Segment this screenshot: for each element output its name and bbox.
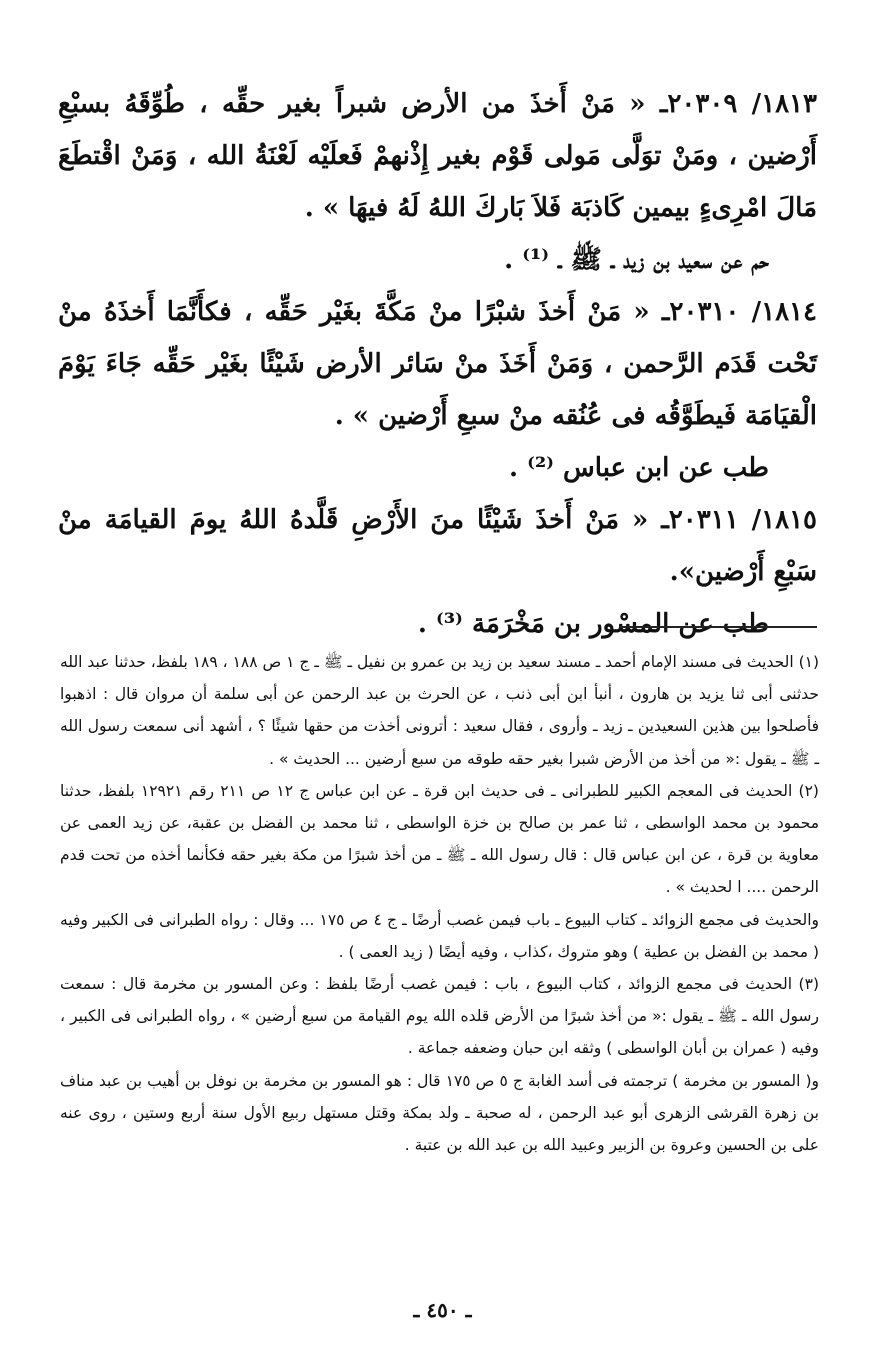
footnote: (٣) الحديث فى مجمع الزوائد ، كتاب البيوع ، باب : فيمن غصب أرضًا بلفظ : وعن المسور بن مخرمة قال : سمعت رسول الله ـ ﷺ ـ يقول :« من أخذ شبرًا من الأرض قلده الله يوم القيامة من سبع أرضين » ، رواه الطبرانى فى الكبير ، وفيه ( عمران بن أبان الواسطى ) وثقه ابن حبان وضعفه جماعة . [60,975,819,1058]
hadith-source: حم عن سعيد بن زيد ـ ﷺ ـ ⁽¹⁾ . [504,245,769,275]
main-text [58,78,817,650]
footnote: و( المسور بن مخرمة ) ترجمته فى أسد الغابة ج ٥ ص ١٧٥ قال : هو المسور بن مخرمة بن نوفل بن أهيب بن عبد مناف بن زهرة القرشى الزهرى أبو عبد الرحمن ، له صحبة ـ ولد بمكة وقتل مستهل ربيع الأول سنة أربع وستين ، روى عنه على بن الحسين وعروة بن الزبير وعبيد الله بن عبد الله بن عتبة . [60,1071,820,1155]
footnote: (٢) الحديث فى المعجم الكبير للطبرانى ـ فى حديث ابن قرة ـ عن ابن عباس ج ١٢ ص ٢١١ رقم ١٢٩٢١ بلفظ، حدثنا محمود بن محمد الواسطى ، ثنا عمر بن صالح بن خزة الواسطى ، ثنا محمد بن الفضل بن عقبة، عن زيد العمى عن معاوية بن قرة ، عن ابن عباس قال : قال رسول الله ـ ﷺ ـ من أخذ شبرًا من مكة بغير حقه فكأنما أخذه من تحت قدم الرحمن .... ا لحديث » . [60,781,819,897]
hadith-text: ١٨١٤/ ٢٠٣١٠ـ « مَنْ أَخذَ شبْرًا منْ مَكَّةَ بغَيْر حَقِّه ، فكأَنَّمَا أَخذَهُ منْ تَحْت قَدَم الرَّحمن ، وَمَنْ أَخَذَ منْ سَائر الأرض شَيْئًا بغَيْر حَقِّه جَاءَ يَوْمَ الْقيَامَة فَيطَوَّقُه فى عُنُقه منْ سبعِ أَرْضين » . [58,297,817,431]
page-number: ـ ٤٥٠ ـ [413,1298,472,1322]
hadith-text: ١٨١٣/ ٢٠٣٠٩ـ « مَنْ أَخذَ من الأرض شبراً بغير حقِّه ، طُوِّقَهُ بسبْعِ أَرْضين ، ومَنْ توَلَّى مَولى قَوْم بغير إِذْنهمْ فَعلَيْه لَعْنَةُ الله ، وَمَنْ اقْتطَعَ مَالَ امْرِىءٍ بيمين كَاذبَة فَلاَ بَاركَ اللهُ لَهُ فيهَا » . [58,89,817,223]
hadith-source: طب عن ابن عباس ⁽²⁾ . [508,453,769,483]
footnotes [60,646,819,1161]
footnote: والحديث فى مجمع الزوائد ـ كتاب البيوع ـ باب فيمن غصب أرضًا ـ ج ٤ ص ١٧٥ ... وقال : رواه الطبرانى فى الكبير وفيه ( محمد بن الفضل بن عطية ) وهو متروك ،كذاب ، وفيه أيضًا ( زيد العمى ) . [60,910,820,961]
footnote-separator [619,626,817,628]
footnote: (١) الحديث فى مسند الإمام أحمد ـ مسند سعيد بن زيد بن عمرو بن نفيل ـ ﷺ ـ ج ١ ص ١٨٨ ، ١٨٩ بلفظ، حدثنا عبد الله حدثنى أبى ثنا يزيد بن هارون ، أنبأ ابن أبى ذنب ، عن الحرث بن عبد الرحمن عن أبى سلمة أن مروان قال : اذهبوا فأصلحوا بين هذين السعيدين ـ زيد ـ وأروى ، فقال سعيد : أترونى أخذت من حقها شيئًا ؟ ، أشهد أنى سمعت رسول الله ـ ﷺ ـ يقول :« من أخذ من الأرض شبرا بغير حقه طوقه من سبع أرضين ... الحديث » . [60,653,820,768]
hadith-source: طب عن المسْور بن مَخْرَمَة ⁽³⁾ . [417,609,769,639]
hadith-text: ١٨١٥/ ٢٠٣١١ـ « مَنْ أَخذَ شَيْئًا منَ الأَرْضِ قَلَّدهُ اللهُ يومَ القيامَة منْ سَبْعِ أَرْضين». [58,505,817,587]
